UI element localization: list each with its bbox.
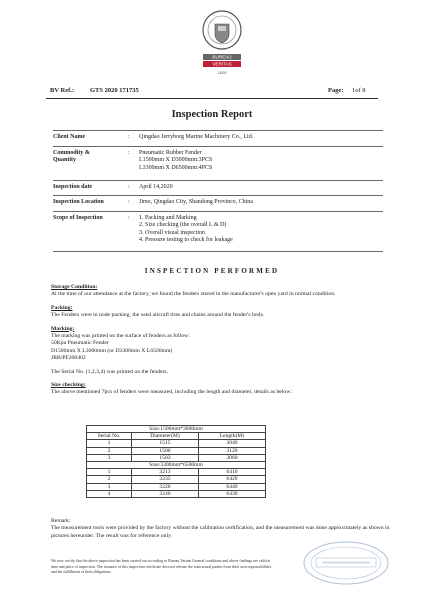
bureau-veritas-logo [200,8,244,80]
colon: : [128,149,130,156]
location-label: Inspection Location [53,199,104,205]
table-cell: 3220 [132,483,199,490]
col-diameter: Diameter(M) [132,433,199,440]
measurement-table [86,425,266,498]
commodity-row [53,146,383,180]
report-title: Inspection Report [171,109,253,120]
table-cell: 2 [87,447,132,454]
table-row [87,454,266,461]
table-cell: 6440 [199,483,266,490]
location-value: Jimo, Qingdao City, Shandong Province, China [139,199,253,205]
ref-value: GTS 2020 171735 [90,87,139,94]
table-cell: 3 [87,454,132,461]
table-cell: 3235 [132,476,199,483]
table-cell: 3213 [132,469,199,476]
storage-heading: Storage Condition: [51,284,98,290]
table-row [87,447,266,454]
section-title: INSPECTION PERFORMED [144,267,280,275]
client-value: Qingdao Jerryborg Marine Machinery Co., Ltd. [139,134,254,140]
table-cell: 3120 [199,447,266,454]
date-row [53,180,383,196]
group1-title: Size:1500mm*3000mm [87,426,266,433]
client-row [53,130,383,146]
table-row [87,476,266,483]
marking-line: D1500mm X L3000mm (or D3300mm X L6500mm) [51,347,173,354]
storage-text: At the time of our attendance at the factory, we found the fenders stored in the manufacturer's open yard in normal condition. [51,291,336,298]
table-cell: 1 [87,469,132,476]
logo-year: 1828 [217,70,227,75]
official-stamp [302,540,390,586]
logo-line2: VERITAS [212,61,232,67]
date-value: April 14,2020 [139,183,173,190]
table-cell: 3 [87,483,132,490]
commodity-label [53,150,121,165]
packing-text: The Fenders were in nude packing, the used aircraft tires and chains around the fender's body. [51,312,265,319]
table-cell: 3040 [199,440,266,447]
scope-label: Scope of Inspection [53,214,103,221]
table-cell: 1503 [132,454,199,461]
table-cell: 1506 [132,447,199,454]
marking-intro: The marking was printed on the surface of fenders as follow: [51,333,190,340]
logo-line1: BUREAU [212,54,232,60]
commodity-line: L1500mm X D3000mm:3PCS [139,157,213,163]
colon: : [128,214,130,221]
table-row [87,490,266,497]
marking-line: 50Kpa Pneumatic Fender [51,340,109,347]
info-block [53,130,383,252]
table-cell: 3060 [199,454,266,461]
colon: : [128,199,130,205]
footer-line: time and place of inspection. The issuance of this inspection certificate does not release the contractual parties from their own responsibilities [51,564,272,569]
colon: : [128,134,130,140]
commodity-label-line2: Quantity [53,157,77,163]
page-label: Page: [328,87,344,94]
commodity-label-line1: Commodity & [53,149,90,156]
marking-line: JRB/PF200402 [51,355,86,362]
table-cell: 3240 [132,490,199,497]
table-cell: 1 [87,440,132,447]
table-cell: 6430 [199,490,266,497]
marking-heading: Marking: [51,325,75,332]
footer-line: We now certify that the above inspection has been carried out according to Bureau Veritas General conditions and above findings are valid at [51,559,271,563]
date-label: Inspection date [53,183,93,190]
commodity-value [139,150,383,173]
table-row [87,440,266,447]
col-serial: Serial No. [87,433,132,440]
table-cell: 6410 [199,469,266,476]
colon: : [128,183,130,190]
scope-line: 1. Packing and Marking [139,214,197,221]
location-row [53,195,383,211]
scope-line: 4. Pressure testing to check for leakage [139,237,233,243]
scope-line: 2. Size checking (the overall L & D) [139,222,227,228]
size-intro: The above mentioned 7pcs of fenders were measured, including the length and diameter, details as below: [51,389,292,396]
table-row [87,469,266,476]
report-body [51,284,389,397]
scope-line: 3. Overall visual inspection [139,229,205,236]
remark-block [51,518,391,540]
packing-heading: Packing: [51,304,73,311]
commodity-line: Pneumatic Rubber Fender [139,149,202,156]
remark-text: The measurement tools were provided by the factory without the calibration certification, and the measurement was done approximately as shown in pictures hereunder. The result was for reference only. [51,525,390,539]
client-label: Client Name [53,134,86,140]
col-length: Length(M) [199,433,266,440]
scope-value [139,215,383,245]
page-value: 1of 8 [352,87,366,94]
size-heading: Size checking: [51,382,86,389]
commodity-line: L3300mm X D6500mm:4PCS [139,164,213,171]
table-cell: 2 [87,476,132,483]
group2-title: Size:3300mm*6500mm [87,462,266,469]
table-cell: 4 [87,490,132,497]
table-cell: 6420 [199,476,266,483]
report-header [46,86,378,99]
remark-heading: Remark: [51,518,71,524]
table-row [87,483,266,490]
footer-line: and the fulfillment of their obligations. [51,570,112,575]
ref-label: BV Ref.: [50,87,75,94]
marking-serial: The Serial No. (1,2,3,4) was printed on the fenders. [51,368,169,375]
table-cell: 1515 [132,440,199,447]
scope-row [53,211,383,252]
